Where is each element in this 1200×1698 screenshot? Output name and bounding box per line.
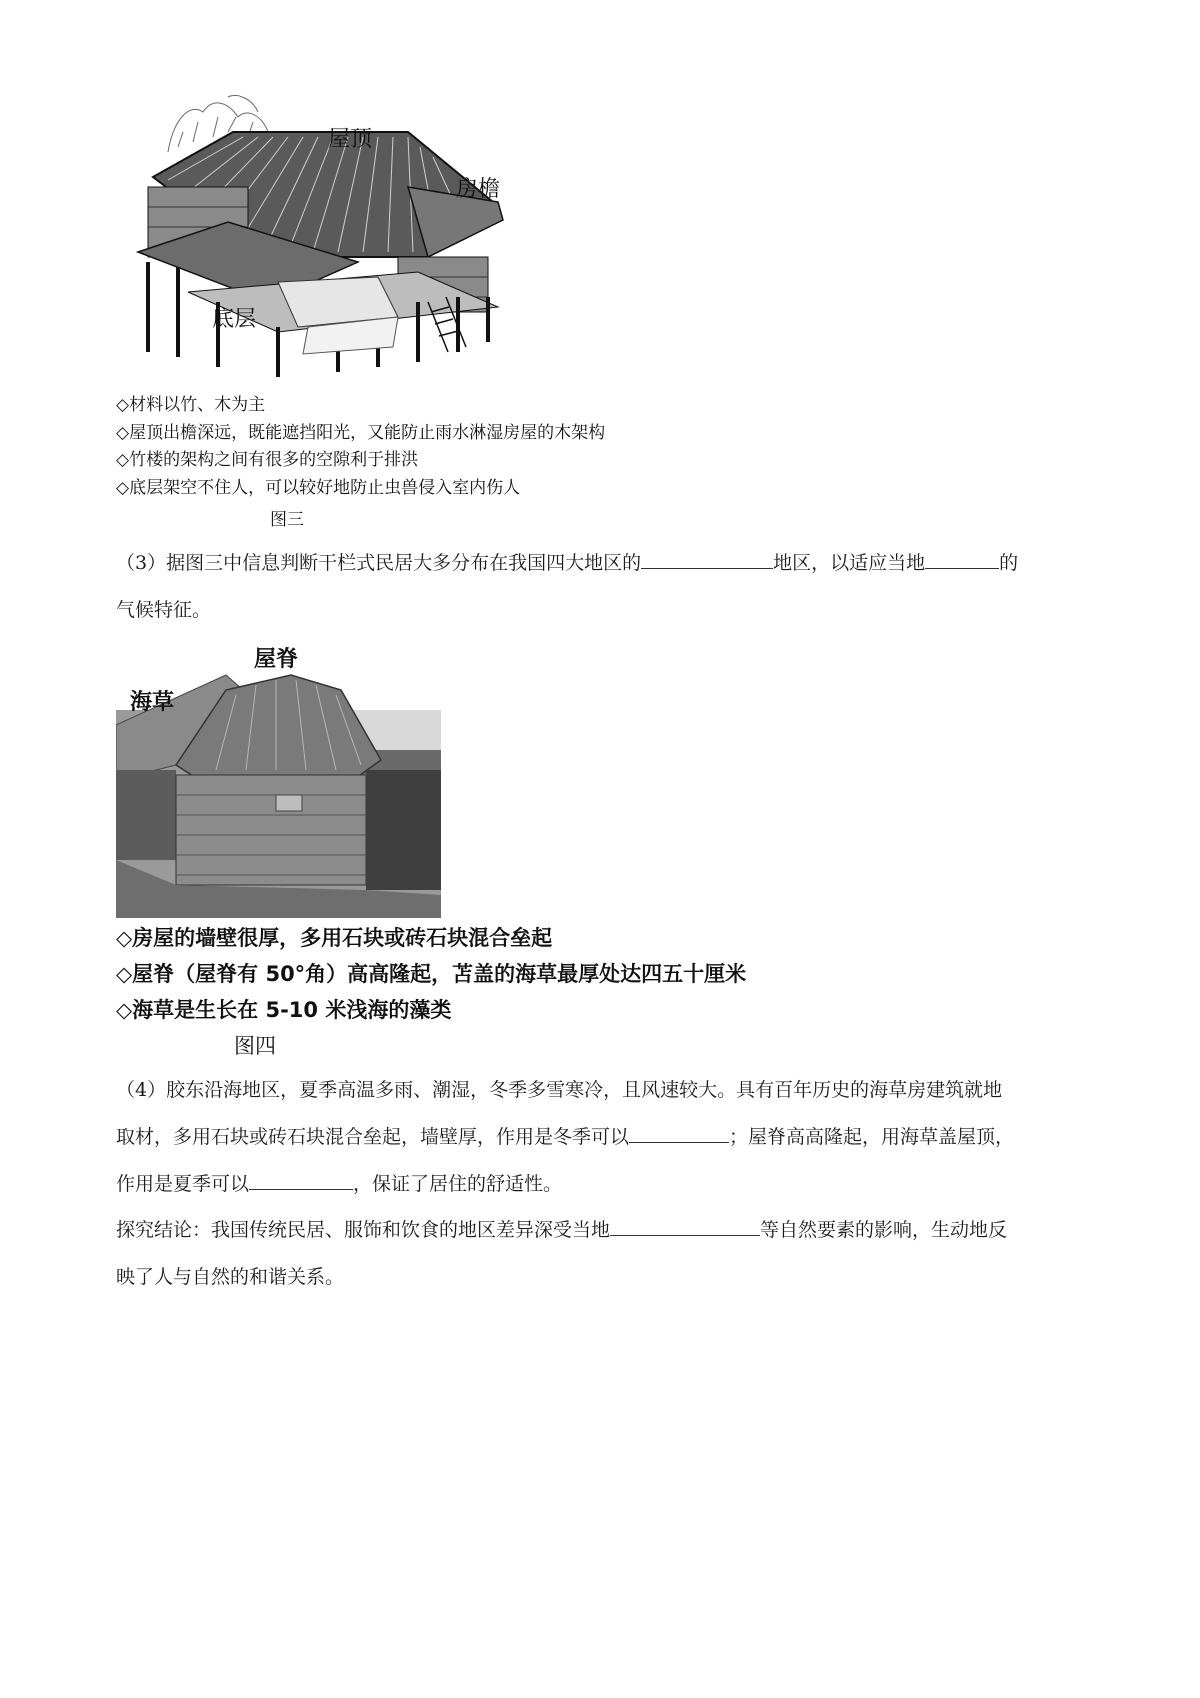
question4-paragraph [116,1067,1101,1208]
question3-text: 地区，以适应当地 [773,552,926,574]
figure3-caption: 图三 [270,510,304,530]
figure3-stilt-house-illustration [128,92,548,392]
figure3-bullet: ◇屋顶出檐深远，既能遮挡阳光，又能防止雨水淋湿房屋的木架构 [116,422,606,443]
figure3-bullet-list [116,392,605,502]
answer-blank[interactable] [925,567,999,569]
answer-blank[interactable] [641,567,773,569]
question4-text: （4）胶东沿海地区，夏季高温多雨、潮湿，冬季多雪寒冷，且风速较大。具有百年历史的海草房建筑就地 [116,1079,1003,1101]
conclusion-text: 探究结论：我国传统民居、服饰和饮食的地区差异深受当地 [116,1219,611,1241]
question4-text: 作用是夏季可以 [116,1173,250,1195]
conclusion-paragraph [116,1207,1101,1301]
label-ridge: 屋脊 [254,647,299,672]
figure3-bullet: ◇材料以竹、木为主 [116,395,266,415]
figure3-bullet: ◇底层架空不住人，可以较好地防止虫兽侵入室内伤人 [116,477,521,498]
answer-blank[interactable] [610,1234,760,1236]
figure4-bullet: ◇海草是生长在 5-10 米浅海的藻类 [116,998,452,1022]
answer-blank[interactable] [249,1188,353,1190]
figure4-bullet: ◇房屋的墙壁很厚，多用石块或砖石块混合垒起 [116,926,553,950]
figure4-bullet: ◇屋脊（屋脊有 50°角）高高隆起，苫盖的海草最厚处达四五十厘米 [116,962,747,986]
question3-paragraph [116,540,1101,634]
figure4-caption: 图四 [234,1034,276,1058]
label-roof: 屋顶 [328,127,373,152]
figure4-bullet-list [116,920,746,1028]
figure4-seaweed-house-photo [116,647,446,918]
answer-blank[interactable] [629,1141,729,1143]
conclusion-text: 映了人与自然的和谐关系。 [116,1266,345,1288]
question4-text: 取材，多用石块或砖石块混合垒起，墙壁厚，作用是冬季可以 [116,1126,630,1148]
question3-text: 的 [999,552,1019,574]
question3-text: 气候特征。 [116,599,212,621]
conclusion-text: 等自然要素的影响，生动地反 [760,1219,1008,1241]
question4-text: ；屋脊高高隆起，用海草盖屋顶， [729,1126,1015,1148]
question4-text: ，保证了居住的舒适性。 [353,1173,563,1195]
label-ground-floor: 底层 [212,307,257,332]
label-eaves: 房檐 [456,177,501,202]
label-seaweed: 海草 [130,690,175,715]
question3-text: （3）据图三中信息判断干栏式民居大多分布在我国四大地区的 [116,552,642,574]
figure3-bullet: ◇竹楼的架构之间有很多的空隙利于排洪 [116,450,419,470]
